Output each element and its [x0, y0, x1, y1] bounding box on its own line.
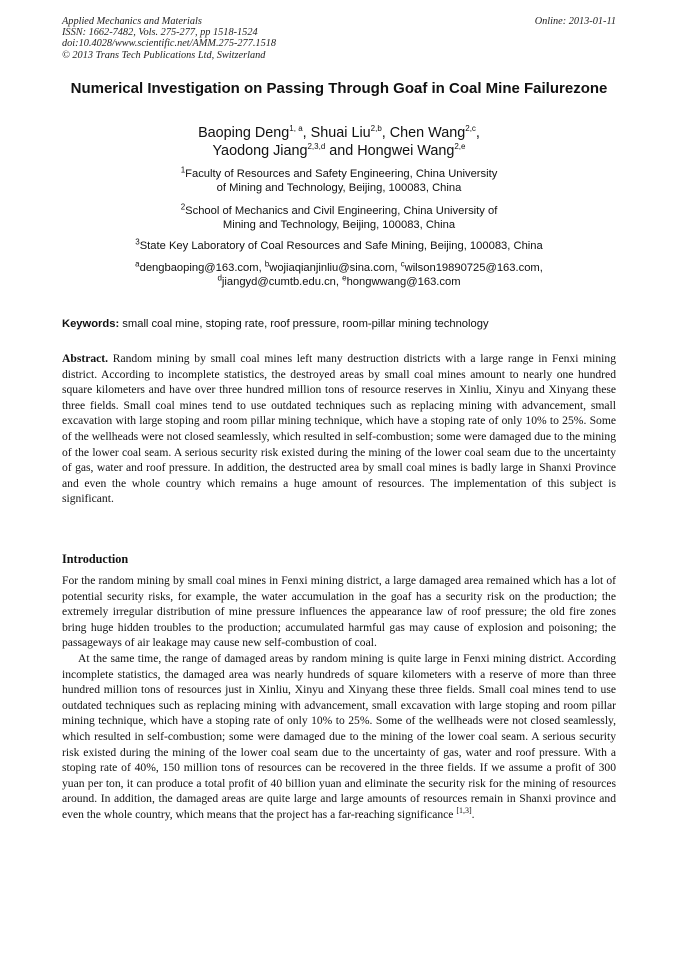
abstract-label: Abstract.	[62, 352, 109, 365]
affiliation-text: State Key Laboratory of Coal Resources and Safe Mining, Beijing, 100083, China	[139, 240, 543, 252]
abstract-text: Random mining by small coal mines left many destruction districts with a large range in Fenxi mining district. According to incomplete statistics, the destroyed areas by small coal mines amount to nearly one hundred square kilometers and have over three hundred million tons of resource reserves in Xinliu, Xinyu and Xinyang these three fields. Small coal mines tend to use outdated techniques such as replacing mining with advancement, small excavation with large stoping and room pillar mining technique, which have a stoping rate of only 10% to 25%. Some of the wellheads were not closed seamlessly, which resulted in self-combustion; some were damaged due to the mining of the lower coal seam. A serious security risk existed during the mining of the lower coal seam due to the uncertainty of gas, water and roof pressure. In addition, the destructed area by small coal mines is badly large in Shanxi Province and even the whole country which remains a huge amount of resources. The implementation of this subject is significant.	[62, 352, 616, 506]
keywords	[62, 317, 616, 331]
email-address: wojiaqianjinliu@sina.com,	[269, 262, 401, 274]
intro-paragraph-2-end: .	[471, 807, 475, 821]
author-name: Yaodong Jiang	[212, 143, 308, 159]
author-name: , Chen Wang	[381, 125, 466, 141]
author-name: Baoping Deng	[198, 125, 290, 141]
email-address: hongwwang@163.com	[346, 276, 461, 288]
author-name: , Shuai Liu	[302, 125, 371, 141]
affiliation-text: Faculty of Resources and Safety Engineering, China University	[185, 168, 498, 180]
affiliation-text: School of Mechanics and Civil Engineering, China University of	[185, 205, 498, 217]
email-sup: a	[135, 259, 140, 269]
author-line-2	[62, 142, 616, 160]
issn-line: ISSN: 1662-7482, Vols. 275-277, pp 1518-1524	[62, 27, 258, 39]
email-sup: e	[342, 273, 347, 283]
introduction-body	[62, 573, 616, 823]
email-list	[62, 261, 616, 289]
intro-paragraph-2	[62, 651, 616, 823]
section-heading-introduction: Introduction	[62, 552, 129, 566]
doi-line: doi:10.4028/www.scientific.net/AMM.275-277.1518	[62, 38, 277, 50]
copyright-line: © 2013 Trans Tech Publications Ltd, Switzerland	[62, 49, 266, 61]
affiliation-num: 1	[180, 165, 186, 175]
affiliation-text: of Mining and Technology, Beijing, 100083, China	[216, 182, 462, 194]
keywords-text: small coal mine, stoping rate, roof pressure, room-pillar mining technology	[119, 318, 489, 330]
journal-header	[62, 16, 616, 61]
author-sep: ,	[475, 125, 480, 141]
abstract	[62, 351, 616, 507]
email-sup: d	[217, 273, 222, 283]
author-line-1	[62, 124, 616, 142]
intro-paragraph-1: For the random mining by small coal mines in Fenxi mining district, a large damaged area remained which has a lot of potential security risks, for example, the water accumulation in the goaf has a security risk on the production; the extremely irregular distribution of mine pressure influences the appearance law of roof pressure; the old fire zones bring huge hidden troubles to the production; accumulated harmful gas may cause of explosion and poisoning; the passageways of air leakage may cause new self-combustion of coal.	[62, 574, 616, 650]
online-date: Online: 2013-01-11	[534, 16, 616, 27]
email-sup: c	[400, 259, 405, 269]
affiliation-3	[62, 239, 616, 253]
author-name: and Hongwei Wang	[325, 143, 455, 159]
keywords-label: Keywords:	[62, 318, 120, 330]
author-sup: 2,c	[465, 124, 476, 134]
affiliation-1	[62, 167, 616, 195]
email-address: wilson19890725@163.com,	[404, 262, 543, 274]
affiliation-text: Mining and Technology, Beijing, 100083, China	[222, 219, 456, 231]
affiliation-num: 2	[180, 202, 186, 212]
affiliation-2	[62, 204, 616, 232]
author-sup: 2,e	[454, 142, 466, 152]
author-sup: 2,b	[370, 124, 382, 134]
email-sup: b	[264, 259, 270, 269]
author-list	[62, 124, 616, 160]
journal-name: Applied Mechanics and Materials	[62, 16, 202, 27]
email-address: jiangyd@cumtb.edu.cn,	[221, 276, 343, 288]
author-sup: 2,3,d	[307, 142, 326, 152]
author-sup: 1, a	[289, 124, 303, 134]
intro-paragraph-2-text: At the same time, the range of damaged areas by random mining is quite large in Fenxi mining district. According incomplete statistics, the damaged area was nearly hundreds of square kilometers with a reserve of more than three hundred million tons of resources just in Xinliu, Xinyu and Xinyang these three fields. Small coal mines tend to use outdated techniques such as replacing mining with advancement, small excavation with large stoping and room pillar mining technique, which have a stoping rate of only 10% to 25%. Some of the wellheads were not closed seamlessly, which resulted in self-combustion; some were damaged due to the mining of the lower coal seam. A serious security risk existed during the mining of the lower coal seam due to the uncertainty of gas, water and roof pressure. With a stoping rate of 40%, 150 million tons of resources can be recovered in the three fields. If we assume a profit of 300 yuan per ton, it can produce a total profit of 40 billion yuan and eliminate the security risk for the mining of resources around. In addition, the damaged areas are quite large and large amounts of resources remain in Shanxi province and even the whole country, which means that the project has a far-reaching significance	[62, 651, 616, 821]
email-address: dengbaoping@163.com,	[139, 262, 265, 274]
citation-ref[interactable]: [1,3]	[456, 806, 472, 816]
affiliation-num: 3	[135, 237, 140, 247]
paper-title: Numerical Investigation on Passing Through Goaf in Coal Mine Failurezone	[70, 80, 608, 97]
